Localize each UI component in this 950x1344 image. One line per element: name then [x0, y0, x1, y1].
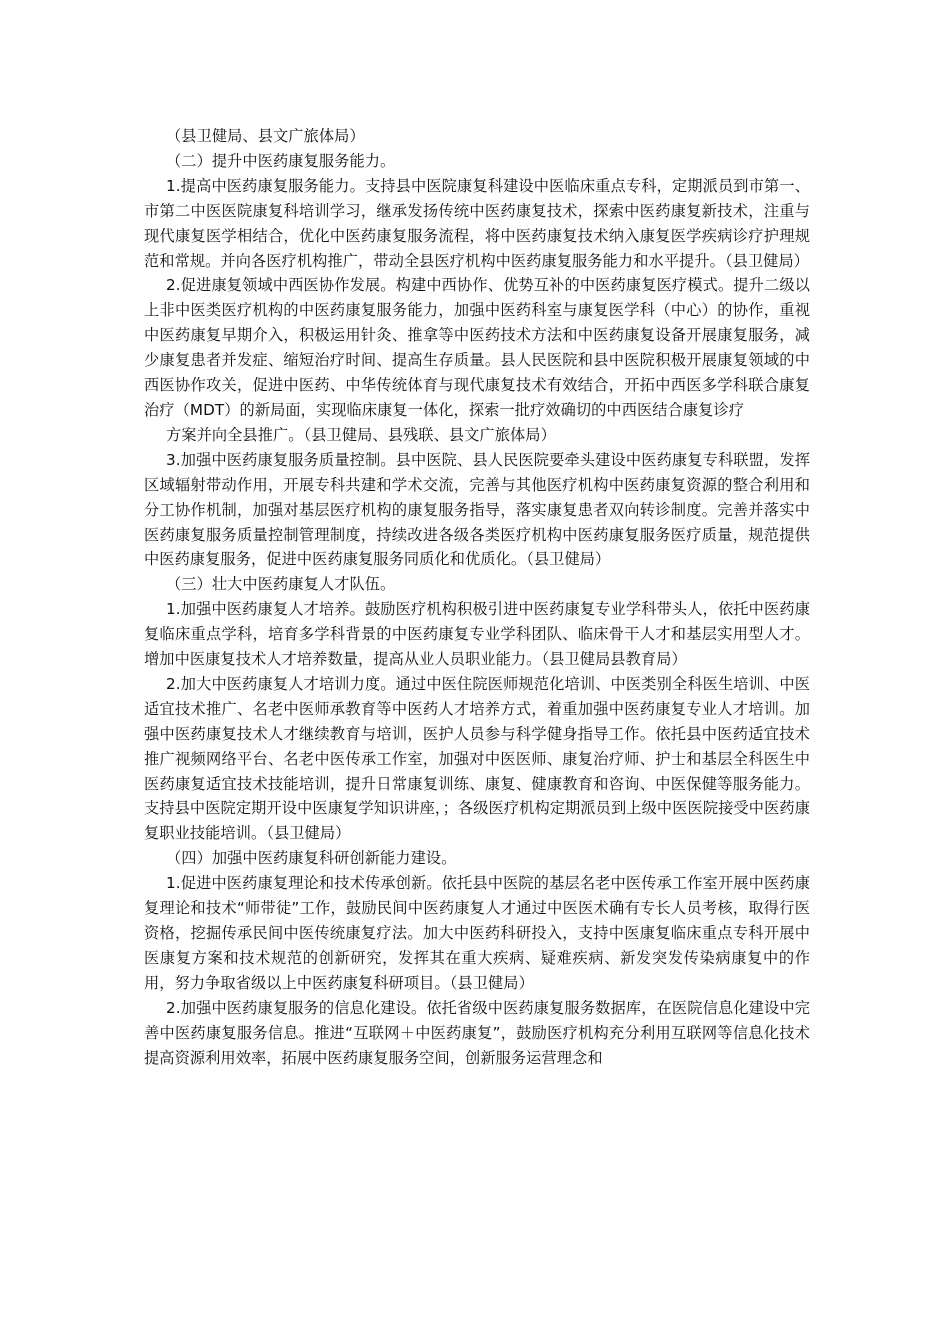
section-heading-4: （四）加强中医药康复科研创新能力建设。: [166, 849, 457, 868]
body-paragraph: 2.加大中医药康复人才培训力度。通过中医住院医师规范化培训、中医类别全科医生培训、中医适宜技术推广、名老中医师承教育等中医药人才培养方式，着重加强中医药康复专业人才培训。加强中医药康复技术人才继续教育与培训，医护人员参与科学健身指导工作。依托县中医药适宜技术推广视频网络平台、名老中医传承工作室，加强对中医医师、康复治疗师、护士和基层全科医生中医药康复适宜技术技能培训，提升日常康复训练、康复、健康教育和咨询、中医保健等服务能力。支持县中医院定期开设中医康复学知识讲座，；各级医疗机构定期派员到上级中医医院接受中医药康复职业技能培训。（县卫健局）: [144, 674, 810, 843]
body-paragraph: 2.加强中医药康复服务的信息化建设。依托省级中医药康复服务数据库，在医院信息化建设中完善中医药康复服务信息。推进“互联网＋中医药康复”，鼓励医疗机构充分利用互联网等信息化技术提高资源利用效率，拓展中医药康复服务空间，创新服务运营理念和: [144, 998, 810, 1067]
body-paragraph: 1.加强中医药康复人才培养。鼓励医疗机构积极引进中医药康复专业学科带头人，依托中医药康复临床重点学科，培育多学科背景的中医药康复专业学科团队、临床骨干人才和基层实用型人才。增加中医康复技术人才培养数量，提高从业人员职业能力。（县卫健局县教育局）: [144, 600, 810, 669]
document-page: [144, 124, 810, 1070]
body-paragraph: 1.提高中医药康复服务能力。支持县中医院康复科建设中医临床重点专科，定期派员到市第一、市第二中医医院康复科培训学习，继承发扬传统中医药康复技术，探索中医药康复新技术，注重与现代康复医学相结合，优化中医药康复服务流程，将中医药康复技术纳入康复医学疾病诊疗护理规范和常规。并向各医疗机构推广，带动全县医疗机构中医药康复服务能力和水平提升。（县卫健局）: [144, 176, 810, 270]
body-paragraph: 方案并向全县推广。（县卫健局、县残联、县文广旅体局）: [166, 425, 556, 444]
body-paragraph: 1.促进中医药康复理论和技术传承创新。依托县中医院的基层名老中医传承工作室开展中医药康复理论和技术“师带徒”工作，鼓励民间中医药康复人才通过中医医术确有专长人员考核，取得行医资格，挖掘传承民间中医传统康复疗法。加大中医药科研投入，支持中医康复临床重点专科开展中医康复方案和技术规范的创新研究，发挥其在重大疾病、疑难疾病、新发突发传染病康复中的作用，努力争取省级以上中医药康复科研项目。（县卫健局）: [144, 874, 810, 992]
section-heading-2: （二）提升中医药康复服务能力。: [166, 151, 396, 170]
section-heading-3: （三）壮大中医药康复人才队伍。: [166, 575, 396, 594]
body-paragraph: 3.加强中医药康复服务质量控制。县中医院、县人民医院要牵头建设中医药康复专科联盟，发挥区域辐射带动作用，开展专科共建和学术交流，完善与其他医疗机构中医药康复资源的整合利用和分工协作机制，加强对基层医疗机构的康复服务指导，落实康复患者双向转诊制度。完善并落实中医药康复服务质量控制管理制度，持续改进各级各类医疗机构中医药康复服务医疗质量，规范提供中医药康复服务，促进中医药康复服务同质化和优质化。（县卫健局）: [144, 450, 810, 569]
agency-note-paragraph: （县卫健局、县文广旅体局）: [166, 127, 365, 145]
body-paragraph: 2.促进康复领域中西医协作发展。构建中西协作、优势互补的中医药康复医疗模式。提升二级以上非中医类医疗机构的中医药康复服务能力，加强中医药科室与康复医学科（中心）的协作，重视中医药康复早期介入，积极运用针灸、推拿等中医药技术方法和中医药康复设备开展康复服务，减少康复患者并发症、缩短治疗时间、提高生存质量。县人民医院和县中医院积极开展康复领域的中西医协作攻关，促进中医药、中华传统体育与现代康复技术有效结合，开拓中西医多学科联合康复治疗（MDT）的新局面，实现临床康复一体化，探索一批疗效确切的中西医结合康复诊疗: [144, 276, 810, 419]
